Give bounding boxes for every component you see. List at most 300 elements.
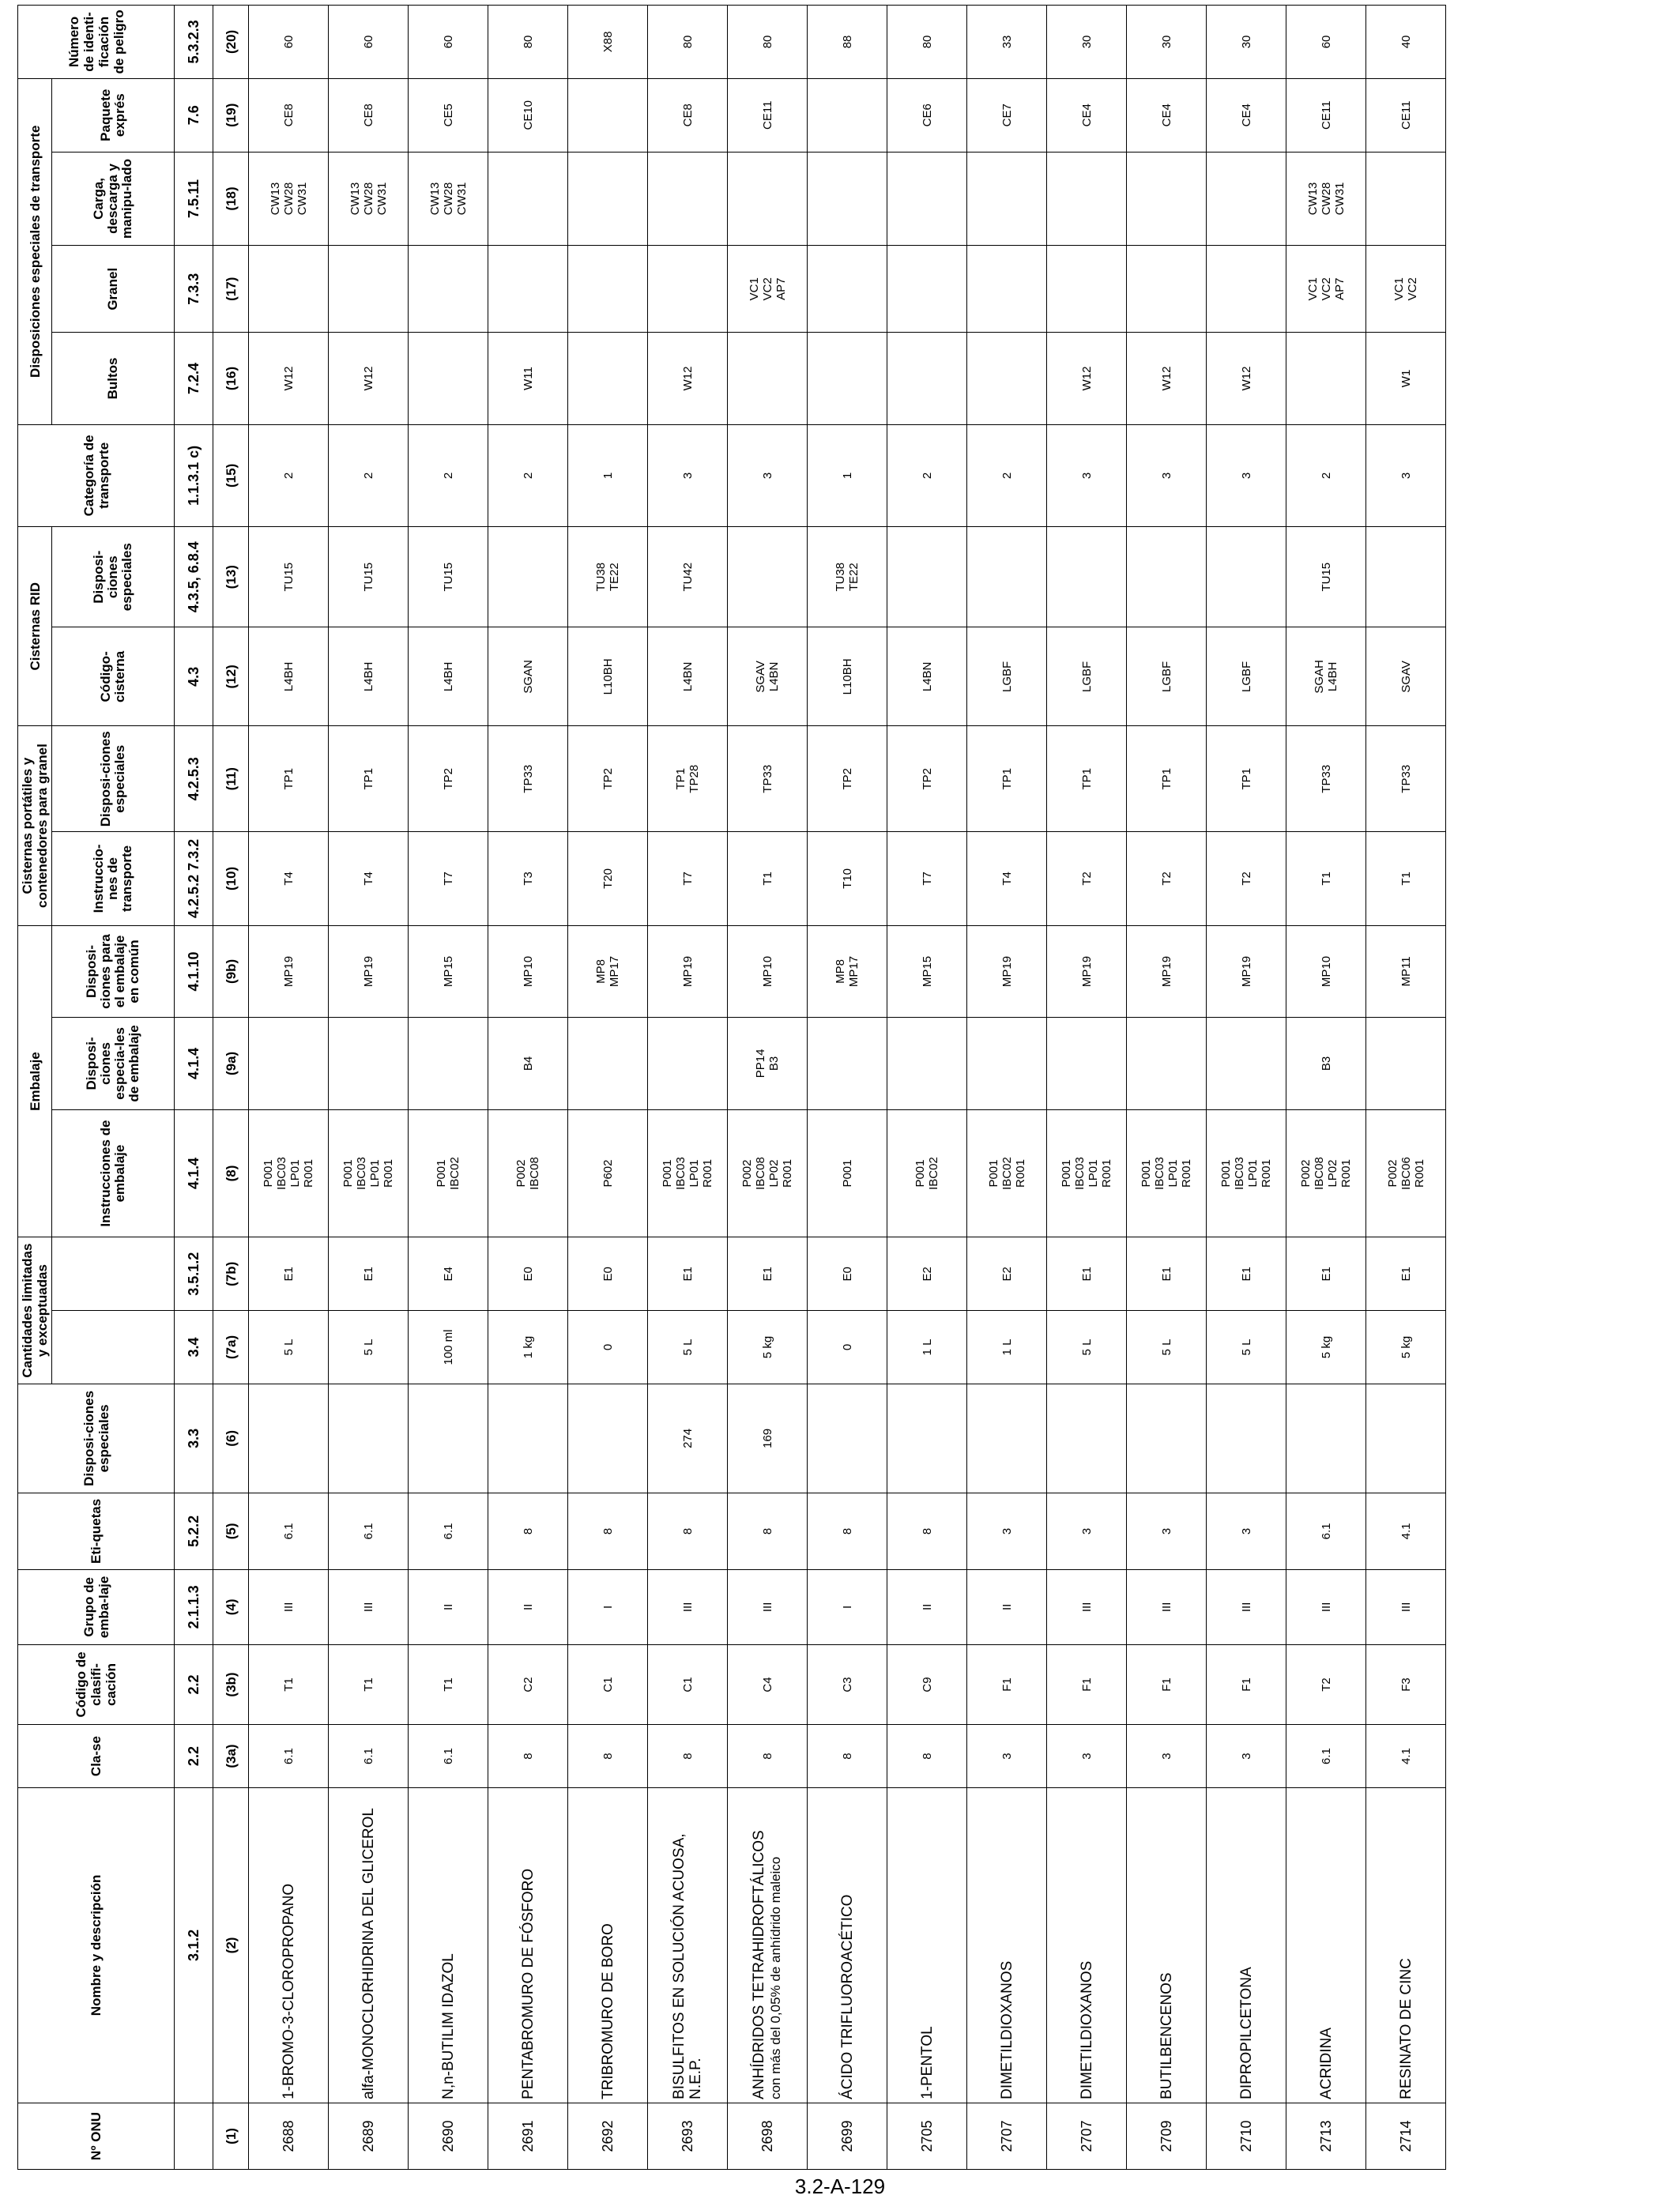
labels-cell: 6.1 <box>329 1493 409 1569</box>
header-rid-tanks: Cisternas RID <box>18 527 52 726</box>
special-provisions-cell <box>488 1384 568 1493</box>
substance-name: BUTILBENCENOS <box>1158 1972 1175 2099</box>
substance-name: ACRIDINA <box>1317 2028 1335 2099</box>
un-number-cell: 2699 <box>808 2103 887 2169</box>
hazard-id-cell: 88 <box>808 6 887 79</box>
un-number-cell: 2713 <box>1286 2103 1366 2169</box>
excepted-qty-cell: E0 <box>568 1237 648 1311</box>
tank-instructions-cell: T4 <box>249 832 329 926</box>
reference-cell: 4.3.5, 6.8.4 <box>175 527 213 627</box>
substance-name: 1-PENTOL <box>918 2026 936 2099</box>
excepted-qty-cell: E2 <box>967 1237 1047 1311</box>
reference-cell: 2.1.1.3 <box>175 1569 213 1644</box>
transport-category-cell: 2 <box>249 424 329 526</box>
name-cell <box>728 1787 808 2103</box>
excepted-qty-cell: E1 <box>648 1237 728 1311</box>
un-number-cell: 2691 <box>488 2103 568 2169</box>
loading-cell <box>728 152 808 246</box>
name-cell <box>488 1787 568 2103</box>
tank-code-cell: LGBF <box>1047 627 1127 726</box>
packing-instructions-cell: P001 IBC03 LP01 R001 <box>249 1109 329 1237</box>
tank-provisions-cell: TP33 <box>728 726 808 832</box>
reference-cell: 3.5.1.2 <box>175 1237 213 1311</box>
classification-code-cell: F3 <box>1366 1644 1446 1724</box>
transport-category-cell: 3 <box>1127 424 1207 526</box>
hazard-id-cell: 60 <box>1286 6 1366 79</box>
express-cell <box>568 78 648 152</box>
substance-name: alfa-MONOCLORHIDRINA DEL GLICEROL <box>360 1808 377 2099</box>
packing-group-cell: II <box>967 1569 1047 1644</box>
header-labels: Eti-quetas <box>18 1493 175 1569</box>
labels-cell: 3 <box>1047 1493 1127 1569</box>
special-packing-cell: B4 <box>488 1018 568 1109</box>
bulk-cell <box>1047 246 1127 333</box>
limited-qty-cell: 5 kg <box>728 1311 808 1384</box>
header-limited-qty <box>52 1311 175 1384</box>
transport-category-cell: 1 <box>808 424 887 526</box>
class-cell: 8 <box>488 1725 568 1788</box>
class-cell: 6.1 <box>409 1725 488 1788</box>
limited-qty-cell: 1 kg <box>488 1311 568 1384</box>
bulk-cell <box>648 246 728 333</box>
header-special-provisions: Disposi-ciones especiales <box>18 1384 175 1493</box>
express-cell: CE6 <box>887 78 967 152</box>
labels-cell: 6.1 <box>409 1493 488 1569</box>
excepted-qty-cell: E0 <box>488 1237 568 1311</box>
tank-code-cell: LGBF <box>1127 627 1207 726</box>
column-number-cell: (12) <box>213 627 249 726</box>
special-provisions-cell <box>887 1384 967 1493</box>
excepted-qty-cell: E1 <box>249 1237 329 1311</box>
classification-code-cell: T1 <box>249 1644 329 1724</box>
class-cell: 6.1 <box>329 1725 409 1788</box>
tank-instructions-cell: T4 <box>329 832 409 926</box>
classification-code-cell: F1 <box>1047 1644 1127 1724</box>
tank-instructions-cell: T7 <box>409 832 488 926</box>
classification-code-cell: F1 <box>1127 1644 1207 1724</box>
packing-instructions-cell: P001 IBC02 <box>409 1109 488 1237</box>
tank-instructions-cell: T3 <box>488 832 568 926</box>
transport-category-cell: 3 <box>728 424 808 526</box>
excepted-qty-cell: E1 <box>728 1237 808 1311</box>
tank-code-cell: L4BH <box>249 627 329 726</box>
name-cell <box>1366 1787 1446 2103</box>
column-number-cell: (16) <box>213 333 249 424</box>
reference-row <box>175 6 213 2170</box>
rid-provisions-cell: TU42 <box>648 527 728 627</box>
reference-cell: 4.2.5.3 <box>175 726 213 832</box>
classification-code-cell: C1 <box>648 1644 728 1724</box>
labels-cell: 3 <box>1207 1493 1286 1569</box>
header-tank-provisions: Disposi-ciones especiales <box>52 726 175 832</box>
packing-group-cell: III <box>1047 1569 1127 1644</box>
packing-group-cell: II <box>488 1569 568 1644</box>
reference-cell: 2.2 <box>175 1644 213 1724</box>
reference-cell: 1.1.3.1 c) <box>175 424 213 526</box>
column-number-cell: (7b) <box>213 1237 249 1311</box>
column-number-cell: (2) <box>213 1787 249 2103</box>
tank-code-cell: L4BN <box>887 627 967 726</box>
packing-group-cell: III <box>1207 1569 1286 1644</box>
header-row-1 <box>18 6 52 2170</box>
reference-cell: 7.5.11 <box>175 152 213 246</box>
hazard-id-cell: 60 <box>329 6 409 79</box>
reference-cell: 7.3.3 <box>175 246 213 333</box>
packages-cell: W11 <box>488 333 568 424</box>
excepted-qty-cell: E1 <box>1286 1237 1366 1311</box>
special-packing-cell <box>329 1018 409 1109</box>
column-number-cell: (17) <box>213 246 249 333</box>
limited-qty-cell: 5 L <box>329 1311 409 1384</box>
packages-cell: W12 <box>648 333 728 424</box>
bulk-cell <box>329 246 409 333</box>
hazard-id-cell: 30 <box>1127 6 1207 79</box>
tank-code-cell: LGBF <box>1207 627 1286 726</box>
hazard-id-cell: 80 <box>648 6 728 79</box>
special-provisions-cell <box>1207 1384 1286 1493</box>
tank-instructions-cell: T2 <box>1127 832 1207 926</box>
special-provisions-cell <box>1286 1384 1366 1493</box>
rid-provisions-cell <box>728 527 808 627</box>
reference-cell: 7.6 <box>175 78 213 152</box>
packing-instructions-cell: P001 IBC03 LP01 R001 <box>1047 1109 1127 1237</box>
classification-code-cell: C9 <box>887 1644 967 1724</box>
tank-provisions-cell: TP1 <box>329 726 409 832</box>
un-number-cell: 2707 <box>967 2103 1047 2169</box>
transport-category-cell: 3 <box>1366 424 1446 526</box>
bulk-cell <box>1207 246 1286 333</box>
tank-instructions-cell: T2 <box>1207 832 1286 926</box>
limited-qty-cell: 5 L <box>1207 1311 1286 1384</box>
express-cell: CE11 <box>1366 78 1446 152</box>
header-mixed-packing: Disposi-ciones para el embalaje en común <box>52 925 175 1017</box>
labels-cell: 8 <box>648 1493 728 1569</box>
loading-cell: CW13 CW28 CW31 <box>329 152 409 246</box>
special-provisions-cell: 274 <box>648 1384 728 1493</box>
packing-instructions-cell: P001 <box>808 1109 887 1237</box>
packing-instructions-cell: P001 IBC02 R001 <box>967 1109 1047 1237</box>
header-packing-group: Grupo de emba-laje <box>18 1569 175 1644</box>
reference-cell: 4.1.10 <box>175 925 213 1017</box>
transport-category-cell: 2 <box>488 424 568 526</box>
tank-provisions-cell: TP1 TP28 <box>648 726 728 832</box>
class-cell: 8 <box>728 1725 808 1788</box>
un-number-cell: 2692 <box>568 2103 648 2169</box>
hazard-id-cell: 30 <box>1047 6 1127 79</box>
column-number-cell: (20) <box>213 6 249 79</box>
hazard-id-cell: 30 <box>1207 6 1286 79</box>
dangerous-goods-table <box>17 5 1446 2170</box>
labels-cell: 8 <box>808 1493 887 1569</box>
packing-instructions-cell: P002 IBC08 <box>488 1109 568 1237</box>
packages-cell <box>967 333 1047 424</box>
packages-cell: W12 <box>1047 333 1127 424</box>
rid-provisions-cell: TU15 <box>249 527 329 627</box>
special-packing-cell: B3 <box>1286 1018 1366 1109</box>
tank-instructions-cell: T7 <box>648 832 728 926</box>
loading-cell <box>1127 152 1207 246</box>
name-cell <box>1286 1787 1366 2103</box>
reference-cell: 3.3 <box>175 1384 213 1493</box>
table-row <box>1047 6 1127 2170</box>
un-number-cell: 2707 <box>1047 2103 1127 2169</box>
packing-group-cell: I <box>568 1569 648 1644</box>
mixed-packing-cell: MP19 <box>967 925 1047 1017</box>
header-rid-provisions: Disposi-ciones especiales <box>52 527 175 627</box>
tank-code-cell: L10BH <box>568 627 648 726</box>
substance-description: con más del 0,05% de anhídrido maleico <box>768 1856 783 2099</box>
header-special-packing: Disposi-ciones especia-les de embalaje <box>52 1018 175 1109</box>
header-classification-code: Código de clasifi-cación <box>18 1644 175 1724</box>
mixed-packing-cell: MP8 MP17 <box>568 925 648 1017</box>
special-packing-cell <box>568 1018 648 1109</box>
mixed-packing-cell: MP8 MP17 <box>808 925 887 1017</box>
tank-code-cell: L4BH <box>409 627 488 726</box>
mixed-packing-cell: MP10 <box>1286 925 1366 1017</box>
packing-instructions-cell: P001 IBC02 <box>887 1109 967 1237</box>
substance-name: ÁCIDO TRIFLUOROACÉTICO <box>838 1894 856 2099</box>
bulk-cell <box>409 246 488 333</box>
tank-provisions-cell: TP33 <box>1366 726 1446 832</box>
packages-cell: W12 <box>329 333 409 424</box>
bulk-cell <box>967 246 1047 333</box>
rid-provisions-cell: TU38 TE22 <box>808 527 887 627</box>
reference-cell: 4.3 <box>175 627 213 726</box>
substance-name: RESINATO DE CINC <box>1397 1958 1414 2099</box>
classification-code-cell: C4 <box>728 1644 808 1724</box>
packages-cell <box>887 333 967 424</box>
name-cell <box>967 1787 1047 2103</box>
transport-category-cell: 2 <box>887 424 967 526</box>
tank-instructions-cell: T1 <box>1366 832 1446 926</box>
special-packing-cell <box>648 1018 728 1109</box>
tank-instructions-cell: T7 <box>887 832 967 926</box>
rid-provisions-cell: TU15 <box>1286 527 1366 627</box>
class-cell: 3 <box>1207 1725 1286 1788</box>
special-packing-cell <box>967 1018 1047 1109</box>
substance-name: DIMETILDIOXANOS <box>998 1960 1015 2099</box>
table-row <box>409 6 488 2170</box>
table-row <box>1366 6 1446 2170</box>
loading-cell <box>1047 152 1127 246</box>
bulk-cell <box>568 246 648 333</box>
limited-qty-cell: 1 L <box>887 1311 967 1384</box>
tank-code-cell: L4BH <box>329 627 409 726</box>
table-row <box>967 6 1047 2170</box>
labels-cell: 4.1 <box>1366 1493 1446 1569</box>
header-tank-instructions: Instruccio-nes de transporte <box>52 832 175 926</box>
special-provisions-cell <box>1047 1384 1127 1493</box>
tank-code-cell: L4BN <box>648 627 728 726</box>
packages-cell: W12 <box>1127 333 1207 424</box>
header-transport-category: Categoría de transporte <box>18 424 175 526</box>
packing-group-cell: III <box>329 1569 409 1644</box>
class-cell: 8 <box>648 1725 728 1788</box>
class-cell: 8 <box>887 1725 967 1788</box>
packages-cell <box>1286 333 1366 424</box>
name-cell <box>568 1787 648 2103</box>
transport-category-cell: 3 <box>648 424 728 526</box>
rid-provisions-cell <box>1366 527 1446 627</box>
class-cell: 6.1 <box>1286 1725 1366 1788</box>
express-cell <box>808 78 887 152</box>
tank-instructions-cell: T1 <box>1286 832 1366 926</box>
column-number-cell: (7a) <box>213 1311 249 1384</box>
transport-category-cell: 2 <box>1286 424 1366 526</box>
rid-provisions-cell <box>488 527 568 627</box>
special-packing-cell <box>808 1018 887 1109</box>
name-cell <box>1047 1787 1127 2103</box>
express-cell: CE4 <box>1047 78 1127 152</box>
hazard-id-cell: 33 <box>967 6 1047 79</box>
mixed-packing-cell: MP15 <box>409 925 488 1017</box>
un-number-cell: 2705 <box>887 2103 967 2169</box>
reference-cell <box>175 2103 213 2169</box>
column-number-cell: (3b) <box>213 1644 249 1724</box>
mixed-packing-cell: MP19 <box>648 925 728 1017</box>
rid-provisions-cell <box>1127 527 1207 627</box>
special-packing-cell <box>887 1018 967 1109</box>
labels-cell: 8 <box>568 1493 648 1569</box>
mixed-packing-cell: MP19 <box>1127 925 1207 1017</box>
loading-cell <box>488 152 568 246</box>
reference-cell: 2.2 <box>175 1725 213 1788</box>
name-cell <box>409 1787 488 2103</box>
classification-code-cell: C2 <box>488 1644 568 1724</box>
rid-provisions-cell <box>887 527 967 627</box>
page-number: 3.2-A-129 <box>794 2175 886 2198</box>
tank-instructions-cell: T1 <box>728 832 808 926</box>
special-packing-cell <box>1366 1018 1446 1109</box>
excepted-qty-cell: E0 <box>808 1237 887 1311</box>
loading-cell <box>967 152 1047 246</box>
tank-instructions-cell: T2 <box>1047 832 1127 926</box>
packages-cell: W12 <box>1207 333 1286 424</box>
labels-cell: 3 <box>967 1493 1047 1569</box>
transport-category-cell: 2 <box>329 424 409 526</box>
name-cell <box>1127 1787 1207 2103</box>
express-cell: CE10 <box>488 78 568 152</box>
loading-cell <box>1207 152 1286 246</box>
name-cell <box>1207 1787 1286 2103</box>
table-row <box>568 6 648 2170</box>
reference-cell: 3.1.2 <box>175 1787 213 2103</box>
special-provisions-cell <box>409 1384 488 1493</box>
classification-code-cell: C1 <box>568 1644 648 1724</box>
excepted-qty-cell: E1 <box>1366 1237 1446 1311</box>
special-provisions-cell <box>967 1384 1047 1493</box>
column-number-cell: (18) <box>213 152 249 246</box>
special-provisions-cell <box>329 1384 409 1493</box>
mixed-packing-cell: MP11 <box>1366 925 1446 1017</box>
express-cell: CE11 <box>728 78 808 152</box>
loading-cell: CW13 CW28 CW31 <box>249 152 329 246</box>
packing-instructions-cell: P001 IBC03 LP01 R001 <box>1207 1109 1286 1237</box>
packing-group-cell: III <box>728 1569 808 1644</box>
class-cell: 8 <box>568 1725 648 1788</box>
labels-cell: 6.1 <box>249 1493 329 1569</box>
header-limited-excepted: Cantidades limitadas y exceptuadas <box>18 1237 52 1384</box>
packing-group-cell: III <box>648 1569 728 1644</box>
packing-group-cell: III <box>1286 1569 1366 1644</box>
tank-provisions-cell: TP2 <box>808 726 887 832</box>
special-packing-cell <box>1207 1018 1286 1109</box>
express-cell: CE8 <box>329 78 409 152</box>
classification-code-cell: T2 <box>1286 1644 1366 1724</box>
reference-cell: 4.2.5.2 7.3.2 <box>175 832 213 926</box>
header-loading: Carga, descarga y manipu-lado <box>52 152 175 246</box>
special-provisions-cell <box>808 1384 887 1493</box>
hazard-id-cell: 60 <box>249 6 329 79</box>
table-row <box>808 6 887 2170</box>
limited-qty-cell: 100 ml <box>409 1311 488 1384</box>
limited-qty-cell: 0 <box>808 1311 887 1384</box>
transport-category-cell: 1 <box>568 424 648 526</box>
substance-name: 1-BROMO-3-CLOROPROPANO <box>280 1883 297 2099</box>
class-cell: 4.1 <box>1366 1725 1446 1788</box>
rid-provisions-cell: TU15 <box>409 527 488 627</box>
tank-code-cell: SGAV <box>1366 627 1446 726</box>
bulk-cell <box>249 246 329 333</box>
labels-cell: 3 <box>1127 1493 1207 1569</box>
reference-cell: 5.3.2.3 <box>175 6 213 79</box>
special-packing-cell: PP14 B3 <box>728 1018 808 1109</box>
tank-provisions-cell: TP1 <box>1207 726 1286 832</box>
tank-provisions-cell: TP2 <box>887 726 967 832</box>
class-cell: 3 <box>1127 1725 1207 1788</box>
labels-cell: 8 <box>488 1493 568 1569</box>
mixed-packing-cell: MP19 <box>1207 925 1286 1017</box>
tank-code-cell: SGAV L4BN <box>728 627 808 726</box>
name-cell <box>249 1787 329 2103</box>
substance-name: PENTABROMURO DE FÓSFORO <box>519 1868 537 2099</box>
transport-category-cell: 3 <box>1207 424 1286 526</box>
tank-provisions-cell: TP1 <box>249 726 329 832</box>
packing-group-cell: III <box>1366 1569 1446 1644</box>
class-cell: 6.1 <box>249 1725 329 1788</box>
table-row <box>1127 6 1207 2170</box>
tank-provisions-cell: TP2 <box>568 726 648 832</box>
bulk-cell: VC1 VC2 AP7 <box>1286 246 1366 333</box>
limited-qty-cell: 5 L <box>1047 1311 1127 1384</box>
column-number-cell: (8) <box>213 1109 249 1237</box>
limited-qty-cell: 5 L <box>648 1311 728 1384</box>
un-number-cell: 2709 <box>1127 2103 1207 2169</box>
column-number-cell: (10) <box>213 832 249 926</box>
limited-qty-cell: 1 L <box>967 1311 1047 1384</box>
header-bulk: Granel <box>52 246 175 333</box>
table-row <box>249 6 329 2170</box>
special-packing-cell <box>409 1018 488 1109</box>
special-packing-cell <box>1127 1018 1207 1109</box>
limited-qty-cell: 5 L <box>1127 1311 1207 1384</box>
packing-instructions-cell: P002 IBC08 LP02 R001 <box>1286 1109 1366 1237</box>
mixed-packing-cell: MP10 <box>488 925 568 1017</box>
header-tank-code: Código-cisterna <box>52 627 175 726</box>
un-number-cell: 2688 <box>249 2103 329 2169</box>
table-row <box>887 6 967 2170</box>
limited-qty-cell: 5 kg <box>1286 1311 1366 1384</box>
name-cell <box>648 1787 728 2103</box>
transport-category-cell: 2 <box>409 424 488 526</box>
packages-cell: W12 <box>249 333 329 424</box>
express-cell: CE4 <box>1127 78 1207 152</box>
column-number-cell: (9b) <box>213 925 249 1017</box>
packing-group-cell: III <box>249 1569 329 1644</box>
class-cell: 3 <box>967 1725 1047 1788</box>
classification-code-cell: T1 <box>329 1644 409 1724</box>
labels-cell: 6.1 <box>1286 1493 1366 1569</box>
